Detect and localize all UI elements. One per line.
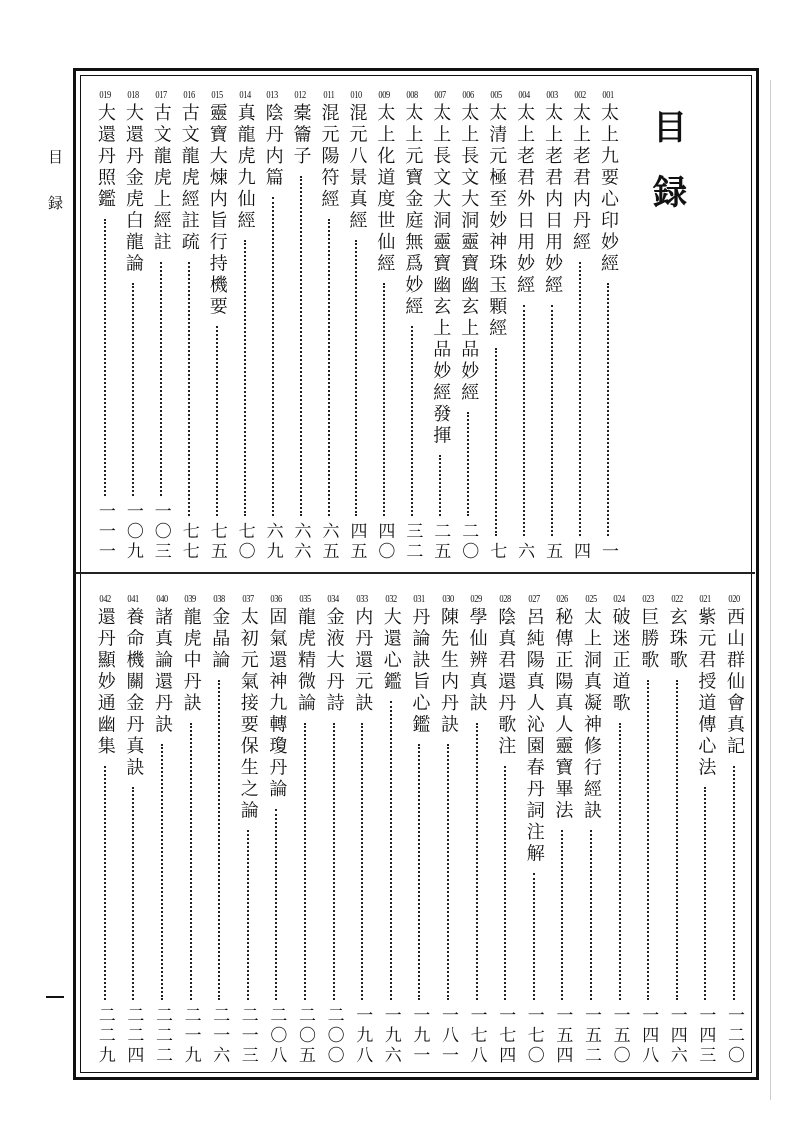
entry-title: 紫元君授道傳心法 <box>695 607 717 779</box>
entry-page: 二〇五 <box>295 1006 315 1066</box>
toc-entry <box>454 88 482 562</box>
dot-leader <box>190 723 192 1001</box>
entry-title: 龍虎精微論 <box>295 607 316 715</box>
entry-title: 混元陽符經 <box>318 103 340 211</box>
entry-number: 031 <box>413 594 426 605</box>
entry-page: 一八一 <box>438 1006 458 1066</box>
entry-page: 四〇 <box>374 522 395 562</box>
entry-title: 太上老君内丹經 <box>570 103 592 254</box>
toc-entry <box>520 592 548 1066</box>
entry-number: 020 <box>728 594 740 605</box>
dot-leader <box>383 283 385 516</box>
dot-leader <box>495 348 497 537</box>
entry-page: 一五〇 <box>609 1006 630 1066</box>
dot-leader <box>390 701 392 1000</box>
toc-entry <box>147 88 175 562</box>
toc-entry <box>119 592 147 1066</box>
entry-page: 六 <box>514 542 535 562</box>
entry-number: 023 <box>642 594 654 605</box>
dot-leader <box>551 305 553 537</box>
entry-title: 還丹顯妙通幽集 <box>94 607 116 758</box>
toc-entry <box>577 592 605 1066</box>
entry-number: 006 <box>462 90 474 101</box>
dot-leader <box>218 680 220 1001</box>
entry-title: 龍虎中丹訣 <box>180 607 202 715</box>
entry-page: 一四六 <box>666 1006 687 1066</box>
entry-number: 022 <box>671 594 683 605</box>
entry-number: 041 <box>127 594 140 605</box>
margin-label-mu: 目 <box>48 148 64 166</box>
entry-page: 六九 <box>262 522 283 562</box>
entry-page: 一四八 <box>638 1006 659 1066</box>
entry-title: 太清元極至妙神珠玉顆經 <box>486 103 508 340</box>
entry-page: 一二〇 <box>724 1006 744 1066</box>
dot-leader <box>161 744 163 1000</box>
entry-page: 四 <box>570 542 591 562</box>
entry-page: 二一六 <box>209 1006 230 1066</box>
entry-number: 028 <box>499 594 511 605</box>
entry-number: 015 <box>210 90 223 101</box>
toc-entry <box>262 592 290 1066</box>
toc-entry <box>538 88 566 562</box>
dot-leader <box>418 744 420 1000</box>
entry-number: 039 <box>184 594 197 605</box>
toc-entry <box>205 592 233 1066</box>
toc-entry <box>370 88 398 562</box>
entry-title: 固氣還神九轉瓊丹論 <box>266 607 288 801</box>
entry-number: 038 <box>213 594 225 605</box>
dot-leader <box>467 412 469 516</box>
margin-page-mark <box>46 996 64 998</box>
entry-title: 太上洞真凝神修行經訣 <box>581 607 602 822</box>
dot-leader <box>590 830 592 1000</box>
entry-page: 二〇 <box>458 522 479 562</box>
entry-title: 養命機關金丹真訣 <box>123 607 145 779</box>
toc-entry <box>566 88 594 562</box>
toc-entry <box>231 88 259 562</box>
toc-entry <box>348 592 376 1066</box>
entry-title: 巨勝歌 <box>638 607 660 672</box>
toc-entry <box>287 88 315 562</box>
entry-number: 002 <box>574 90 586 101</box>
entry-number: 008 <box>406 90 419 101</box>
entry-number: 016 <box>183 90 195 101</box>
dot-leader <box>132 787 134 1000</box>
entry-page: 一七〇 <box>523 1006 544 1066</box>
dot-leader <box>523 305 525 537</box>
entry-title: 陰真君還丹歌注 <box>495 607 517 758</box>
entry-number: 026 <box>556 594 569 605</box>
entry-page: 七五 <box>206 522 227 562</box>
entry-number: 005 <box>490 90 502 101</box>
entry-page: 一〇三 <box>150 502 171 562</box>
entry-title: 太上老君内日用妙經 <box>542 103 564 297</box>
entry-number: 009 <box>378 90 391 101</box>
dot-leader <box>216 326 218 516</box>
margin-label-lu: 録 <box>48 194 64 212</box>
entry-page: 二二九 <box>94 1006 115 1066</box>
entry-number: 033 <box>356 594 368 605</box>
entry-title: 諸真論還丹訣 <box>152 607 173 736</box>
entry-page: 二一九 <box>180 1006 201 1066</box>
toc-entry <box>548 592 576 1066</box>
entry-page: 六五 <box>318 522 339 562</box>
dot-leader <box>439 455 441 516</box>
entry-title: 太上九要心印妙經 <box>598 103 619 275</box>
entry-number: 013 <box>266 90 279 101</box>
toc-entry <box>259 88 287 562</box>
entry-number: 034 <box>327 594 340 605</box>
entry-number: 037 <box>242 594 254 605</box>
entry-title: 太初元氣接要保生之論 <box>237 607 259 822</box>
dot-leader <box>476 723 478 1001</box>
toc-entry <box>434 592 462 1066</box>
entry-title: 丹論訣旨心鑑 <box>409 607 431 736</box>
toc-entry <box>177 592 205 1066</box>
toc-entry <box>634 592 662 1066</box>
entry-title: 陳先生内丹訣 <box>438 607 459 736</box>
entry-number: 012 <box>294 90 307 101</box>
entry-number: 007 <box>434 90 446 101</box>
toc-entry <box>234 592 262 1066</box>
dot-leader <box>275 809 277 1001</box>
entry-title: 大還丹金虎白龍論 <box>122 103 144 275</box>
dot-leader <box>504 766 506 1001</box>
entry-number: 040 <box>156 594 168 605</box>
entry-number: 003 <box>546 90 558 101</box>
entry-title: 真龍虎九仙經 <box>234 103 256 232</box>
toc-entry <box>482 88 510 562</box>
entry-title: 玄珠歌 <box>666 607 688 672</box>
entry-number: 019 <box>99 90 111 101</box>
dot-leader <box>561 830 563 1000</box>
entry-title: 内丹還元訣 <box>352 607 374 715</box>
dot-leader <box>300 176 302 517</box>
toc-entry <box>377 592 405 1066</box>
dot-leader <box>619 723 621 1001</box>
entry-page: 一一一 <box>94 502 115 562</box>
entry-number: 001 <box>602 90 614 101</box>
entry-title: 秘傳正陽真人靈寶畢法 <box>552 607 574 822</box>
dot-leader <box>579 262 581 537</box>
entry-page: 一五二 <box>581 1006 601 1066</box>
entry-number: 011 <box>322 90 335 101</box>
entry-title: 陰丹内篇 <box>262 103 284 189</box>
entry-page: 五 <box>542 542 563 562</box>
dot-leader <box>247 830 249 1000</box>
toc-entry <box>510 88 538 562</box>
entry-page: 一七四 <box>495 1006 516 1066</box>
entry-page: 六六 <box>290 522 311 562</box>
entry-title: 大還心鑑 <box>380 607 402 693</box>
entry-number: 029 <box>470 594 483 605</box>
toc-entry <box>342 88 370 562</box>
toc-entry <box>175 88 203 562</box>
toc-entry <box>91 592 119 1066</box>
entry-number: 018 <box>127 90 139 101</box>
entry-page: 一 <box>598 542 618 562</box>
dot-leader <box>411 326 413 516</box>
entry-page: 二〇八 <box>266 1006 287 1066</box>
entry-title: 破迷正道歌 <box>609 607 631 715</box>
entry-number: 027 <box>528 594 540 605</box>
entry-number: 014 <box>238 90 251 101</box>
entry-title: 太上長文大洞靈寶幽玄上品妙經 <box>458 103 480 404</box>
entry-page: 二二二 <box>152 1006 172 1066</box>
entry-title: 古文龍虎經註疏 <box>178 103 200 254</box>
entry-title: 古文龍虎上經註 <box>150 103 172 254</box>
entry-title: 靈寶大煉内旨行持機要 <box>206 103 228 318</box>
entry-page: 三二 <box>402 522 423 562</box>
entry-title: 橐籥子 <box>290 103 312 168</box>
entry-title: 呂純陽真人沁園春丹詞注解 <box>523 607 545 865</box>
toc-entry <box>594 88 622 562</box>
entry-number: 025 <box>585 594 597 605</box>
entry-page: 一四三 <box>695 1006 716 1066</box>
entry-title: 西山群仙會真記 <box>724 607 745 758</box>
entry-title: 混元八景真經 <box>346 103 368 232</box>
dot-leader <box>533 873 535 1000</box>
entry-number: 030 <box>442 594 454 605</box>
toc-entry <box>91 88 119 562</box>
toc-entry <box>426 88 454 562</box>
entry-title: 太上長文大洞靈寶幽玄上品妙經發揮 <box>430 103 452 447</box>
toc-entry <box>203 88 231 562</box>
heading-mu: 目 <box>653 108 687 148</box>
dot-leader <box>272 197 274 516</box>
entry-number: 036 <box>270 594 283 605</box>
entry-page: 七七 <box>178 522 199 562</box>
toc-entry <box>663 592 691 1066</box>
entry-page: 一〇九 <box>122 502 143 562</box>
toc-entry <box>315 88 343 562</box>
dot-leader <box>160 262 162 497</box>
entry-page: 二一三 <box>237 1006 258 1066</box>
entry-page: 一七八 <box>466 1006 487 1066</box>
toc-entry <box>405 592 433 1066</box>
entry-number: 021 <box>699 594 712 605</box>
entry-number: 017 <box>155 90 167 101</box>
entry-title: 大還丹照鑑 <box>94 103 116 211</box>
dot-leader <box>333 723 335 1001</box>
entry-number: 042 <box>99 594 111 605</box>
dot-leader <box>104 766 106 1001</box>
dot-leader <box>607 283 609 536</box>
toc-entry <box>720 592 748 1066</box>
toc-entry <box>320 592 348 1066</box>
toc-entry <box>606 592 634 1066</box>
entry-page: 二五 <box>430 522 451 562</box>
toc-entry <box>491 592 519 1066</box>
entry-title: 太上元寶金庭無爲妙經 <box>402 103 424 318</box>
entry-title: 太上老君外日用妙經 <box>514 103 536 297</box>
dot-leader <box>447 744 449 1000</box>
entry-title: 金液大丹詩 <box>323 607 345 715</box>
entry-number: 010 <box>350 90 363 101</box>
dot-leader <box>676 680 678 1001</box>
dot-leader <box>304 723 306 1001</box>
dot-leader <box>647 680 649 1001</box>
toc-entry <box>691 592 719 1066</box>
dot-leader <box>104 219 106 497</box>
entry-number: 004 <box>518 90 530 101</box>
dot-leader <box>361 723 363 1001</box>
entry-title: 學仙辨真訣 <box>466 607 488 715</box>
entry-number: 024 <box>613 594 626 605</box>
entry-page: 二二四 <box>123 1006 144 1066</box>
entry-page: 一九六 <box>380 1006 401 1066</box>
entry-page: 一九八 <box>352 1006 373 1066</box>
entry-number: 035 <box>299 594 311 605</box>
dot-leader <box>704 787 706 1000</box>
entry-title: 太上化道度世仙經 <box>374 103 396 275</box>
heading-lu: 録 <box>653 173 687 213</box>
entry-page: 七〇 <box>234 522 255 562</box>
dot-leader <box>733 766 735 1001</box>
entry-page: 一九一 <box>409 1006 430 1066</box>
dot-leader <box>355 240 357 516</box>
dot-leader <box>188 262 190 517</box>
entry-page: 一五四 <box>552 1006 573 1066</box>
entry-number: 032 <box>385 594 397 605</box>
toc-entry <box>148 592 176 1066</box>
toc-entry <box>463 592 491 1066</box>
section-divider <box>75 572 755 574</box>
dot-leader <box>244 240 246 516</box>
dot-leader <box>328 219 330 517</box>
toc-entry <box>291 592 319 1066</box>
toc-entry <box>398 88 426 562</box>
entry-page: 四五 <box>346 522 367 562</box>
scan-edge <box>770 80 771 1100</box>
toc-entry <box>119 88 147 562</box>
entry-page: 七 <box>486 542 507 562</box>
entry-title: 金晶論 <box>209 607 231 672</box>
entry-page: 二〇〇 <box>323 1006 344 1066</box>
dot-leader <box>132 283 134 496</box>
